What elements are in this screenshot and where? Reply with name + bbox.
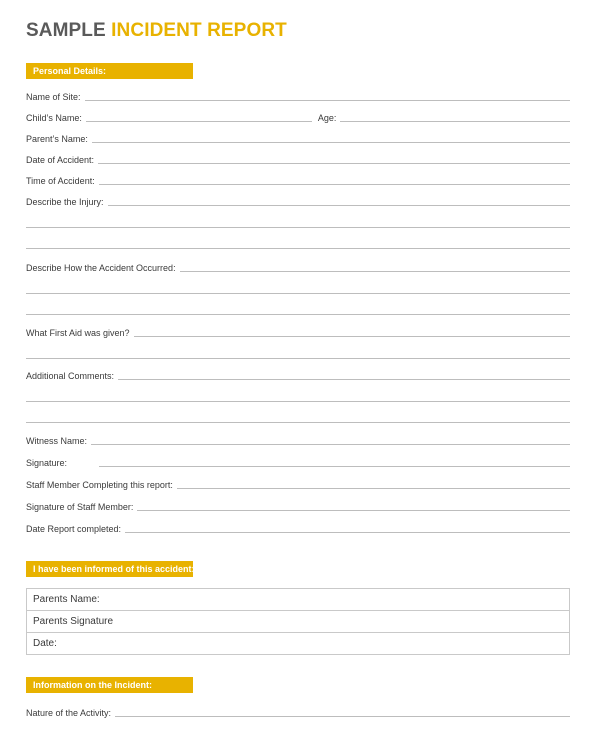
label-how-occurred: Describe How the Accident Occurred: [26, 263, 176, 273]
table-row-date[interactable]: Date: [33, 638, 57, 649]
label-age: Age: [317, 113, 337, 123]
input-staff-member[interactable] [177, 488, 570, 489]
field-how-occurred [26, 260, 570, 274]
field-witness-name [26, 433, 570, 447]
field-describe-injury [26, 194, 570, 208]
field-additional-comments [26, 368, 570, 382]
label-name-of-site: Name of Site: [26, 92, 81, 102]
title-sample: SAMPLE [26, 20, 106, 41]
injury-extra-line-1[interactable] [26, 227, 570, 228]
label-signature: Signature: [26, 458, 68, 468]
label-date-of-accident: Date of Accident: [26, 155, 95, 165]
label-nature-of-activity: Nature of the Activity: [26, 708, 112, 718]
input-additional-comments[interactable] [118, 379, 570, 380]
field-staff-signature [26, 499, 570, 513]
field-parents-name [26, 131, 570, 145]
input-parents-name[interactable] [92, 142, 570, 143]
input-date-of-accident[interactable] [98, 163, 570, 164]
input-childs-name[interactable] [86, 121, 312, 122]
input-staff-signature[interactable] [137, 510, 570, 511]
title-incident-report: INCIDENT REPORT [111, 20, 287, 41]
label-first-aid: What First Aid was given? [26, 328, 130, 338]
first-aid-extra-line[interactable] [26, 358, 570, 359]
label-describe-injury: Describe the Injury: [26, 197, 104, 207]
field-name-of-site [26, 89, 570, 103]
field-staff-member [26, 477, 570, 491]
input-first-aid[interactable] [134, 336, 570, 337]
comments-extra-line-2[interactable] [26, 422, 570, 423]
label-time-of-accident: Time of Accident: [26, 176, 95, 186]
input-witness-name[interactable] [91, 444, 570, 445]
input-name-of-site[interactable] [85, 100, 570, 101]
how-extra-line-1[interactable] [26, 293, 570, 294]
field-childs-name [26, 110, 570, 124]
how-extra-line-2[interactable] [26, 314, 570, 315]
input-nature-of-activity[interactable] [115, 716, 570, 717]
injury-extra-line-2[interactable] [26, 248, 570, 249]
label-additional-comments: Additional Comments: [26, 371, 115, 381]
section-informed: I have been informed of this accident: [26, 561, 193, 577]
input-how-occurred[interactable] [180, 271, 570, 272]
field-signature [26, 455, 570, 469]
label-witness-name: Witness Name: [26, 436, 88, 446]
page-title [26, 20, 287, 42]
field-date-report-completed [26, 521, 570, 535]
input-date-report-completed[interactable] [125, 532, 570, 533]
input-time-of-accident[interactable] [99, 184, 570, 185]
section-personal-details: Personal Details: [26, 63, 193, 79]
input-signature[interactable] [99, 466, 570, 467]
input-age[interactable] [340, 121, 570, 122]
field-nature-of-activity [26, 705, 570, 719]
section-incident-info: Information on the Incident: [26, 677, 193, 693]
table-row-parents-signature[interactable]: Parents Signature [27, 611, 569, 633]
field-date-of-accident [26, 152, 570, 166]
input-describe-injury[interactable] [108, 205, 570, 206]
label-date-report-completed: Date Report completed: [26, 524, 122, 534]
label-staff-member: Staff Member Completing this report: [26, 480, 173, 490]
field-first-aid [26, 325, 570, 339]
table-row-parents-name[interactable]: Parents Name: [27, 589, 569, 611]
parent-acknowledgement-table [26, 588, 570, 655]
label-staff-signature: Signature of Staff Member: [26, 502, 134, 512]
label-parents-name: Parent’s Name: [26, 134, 88, 144]
field-time-of-accident [26, 173, 570, 187]
label-childs-name: Child’s Name: [26, 113, 82, 123]
comments-extra-line-1[interactable] [26, 401, 570, 402]
